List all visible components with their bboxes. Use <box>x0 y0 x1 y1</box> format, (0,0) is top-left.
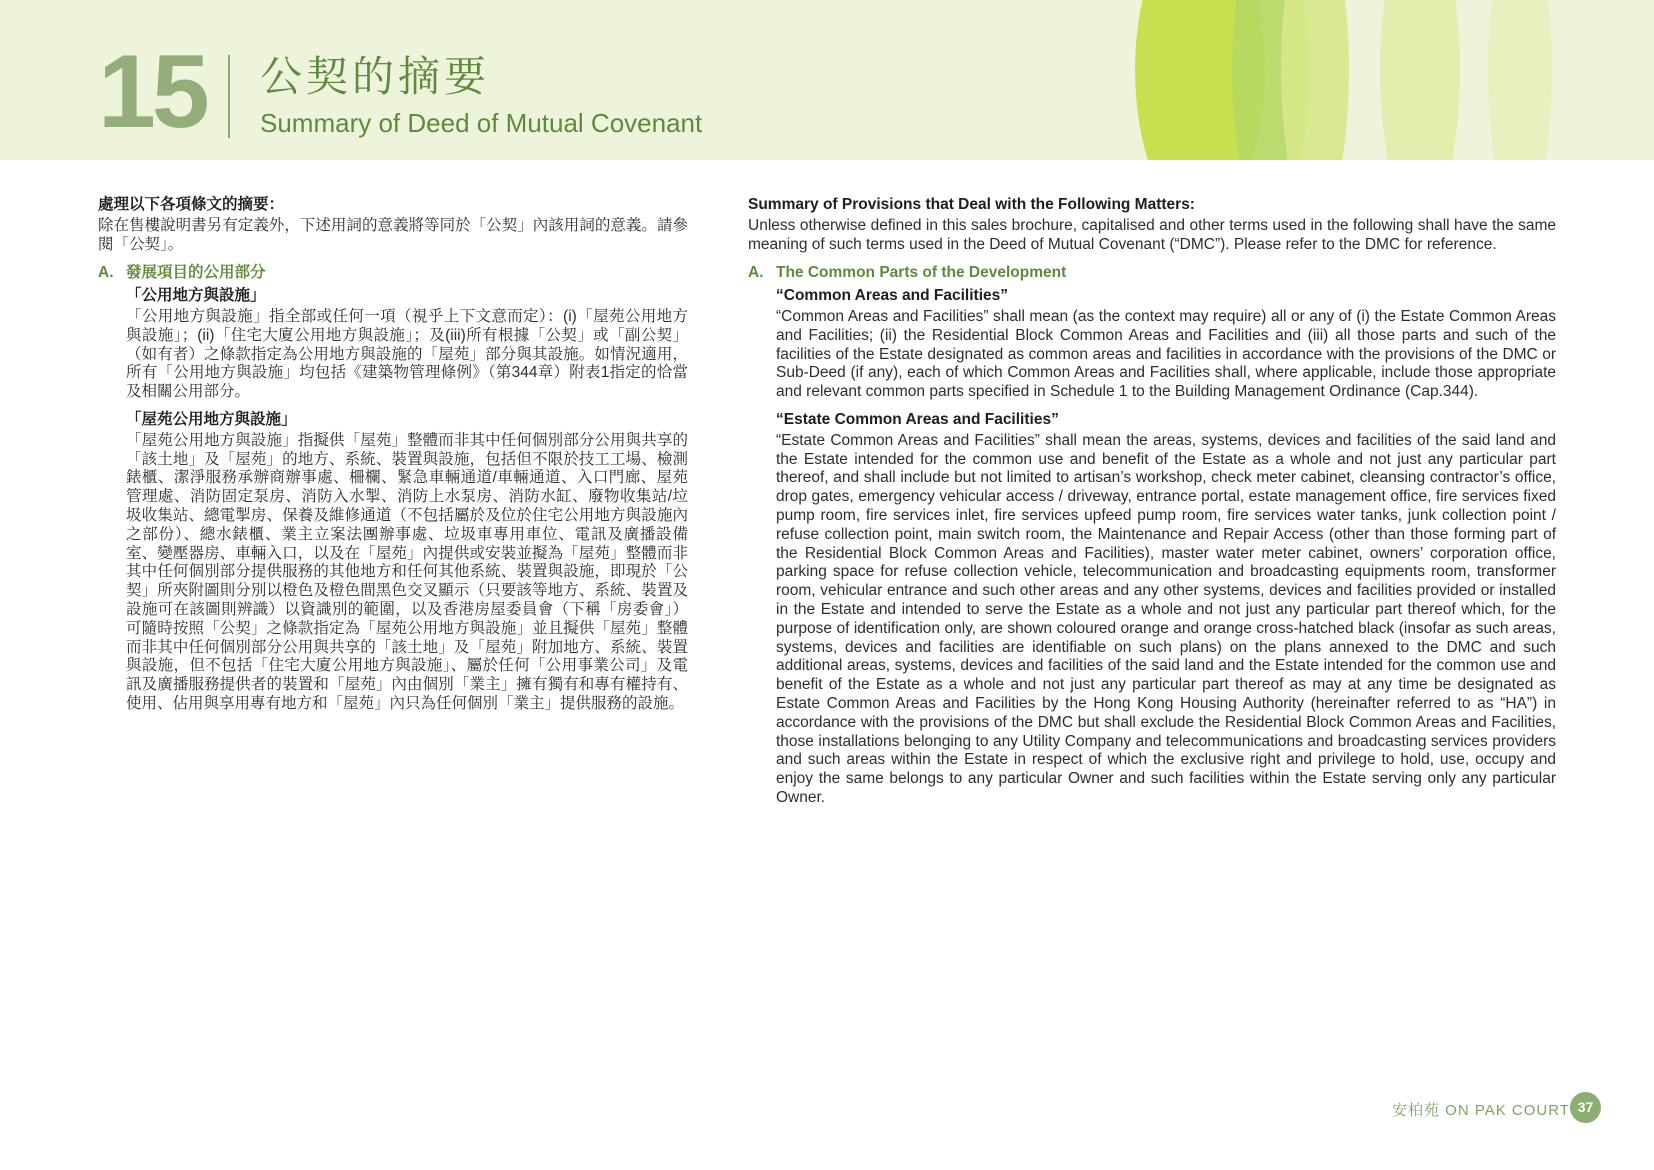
estate-name: 安柏苑 ON PAK COURT <box>1392 1102 1570 1119</box>
page-title-en: Summary of Deed of Mutual Covenant <box>260 108 703 138</box>
section-title: 發展項目的公用部分 <box>126 264 266 282</box>
definition-body: “Common Areas and Facilities” shall mean (as the context may require) all or any of (i) the Estate Common Areas and Facilities; (ii) the Residential Block Common Areas and Facilities and (iii) all those parts and such of the facilities of the Estate designated as common areas and facilities in accordance with the provisions of the DMC or Sub-Deed (if any), each of which Common Areas and Facilities shall, where applicable, include those appropriate and relevant common parts specified in Schedule 1 to the Building Management Ordinance (Cap.344). <box>776 307 1556 401</box>
page-header <box>0 0 1654 160</box>
definition-body: 「公用地方與設施」指全部或任何一項（視乎上下文意而定）：(i)「屋苑公用地方與設施」；(ii)「住宅大廈公用地方與設施」；及(iii)所有根據「公契」或「副公契」（如有者）之條款指定為公用地方與設施的「屋苑」部分與其設施。如情況適用，所有「公用地方與設施」均包括《建築物管理條例》（第344章）附表1指定的恰當及相關公用部分。 <box>126 307 688 401</box>
intro-paragraph-en: Unless otherwise defined in this sales brochure, capitalised and other terms used in the following shall have the same meaning of such terms used in the Deed of Mutual Covenant (“DMC”). Please refer to the DMC for reference. <box>748 216 1556 253</box>
definition-body: 「屋苑公用地方與設施」指擬供「屋苑」整體而非其中任何個別部分公用與共享的「該土地」及「屋苑」的地方、系統、裝置與設施，包括但不限於技工工場、檢測錶櫃、潔淨服務承辦商辦事處、柵欄、緊急車輛通道/車輛通道、入口門廊、屋苑管理處、消防固定泵房、消防入水掣、消防上水泵房、消防水缸、廢物收集站/垃圾收集站、總電掣房、保養及維修通道（不包括屬於及位於住宅公用地方與設施內之部份）、總水錶櫃、業主立案法團辦事處、垃圾車專用車位、電訊及廣播設備室、變壓器房、車輛入口，以及在「屋苑」內提供或安裝並擬為「屋苑」整體而非其中任何個別部分提供服務的其他地方和任何其他系統、裝置與設施，即現於「公契」所夾附圖則分別以橙色及橙色間黑色交叉顯示（只要該等地方、系統、裝置及設施可在該圖則辨識）以資識別的範圍，以及香港房屋委員會（下稱「房委會」）可隨時按照「公契」之條款指定為「屋苑公用地方與設施」並且擬供「屋苑」整體而非其中任何個別部分公用與共享的「該土地」及「屋苑」附加地方、系統、裝置與設施，但不包括「住宅大廈公用地方與設施」、屬於任何「公用事業公司」及電訊及廣播服務提供者的裝置和「屋苑」內由個別「業主」擁有獨有和專有權持有、使用、佔用與享用專有地方和「屋苑」內只為任何個別「業主」提供服務的設施。 <box>126 431 688 712</box>
definition-title: “Common Areas and Facilities” <box>776 287 1008 305</box>
english-column <box>748 196 1556 817</box>
page-number: 37 <box>1570 1092 1601 1123</box>
section-a-heading-en <box>748 264 1556 283</box>
summary-heading-en: Summary of Provisions that Deal with the Following Matters: <box>748 196 1195 213</box>
section-letter: A. <box>98 264 114 282</box>
section-title: The Common Parts of the Development <box>776 264 1067 282</box>
section-letter: A. <box>748 264 764 282</box>
summary-heading-zh: 處理以下各項條文的摘要： <box>98 196 285 213</box>
chapter-number: 15 <box>98 34 206 150</box>
definition-block <box>126 287 688 402</box>
definition-title: “Estate Common Areas and Facilities” <box>776 410 1059 428</box>
definition-title: 「公用地方與設施」 <box>126 287 266 305</box>
chinese-column <box>98 196 688 723</box>
definition-title: 「屋苑公用地方與設施」 <box>126 410 297 428</box>
definition-body: “Estate Common Areas and Facilities” shall mean the areas, systems, devices and facilities of the said land and the Estate intended for the common use and benefit of the Estate as a whole and not just any particular part thereof, and shall include but not limited to artisan’s workshop, check meter cabinet, cleansing contractor’s office, drop gates, emergency vehicular access / driveway, entrance portal, estate management office, fire services fixed pump room, fire services inlet, fire services upfeed pump room, fire services water tanks, junk collection point / refuse collection point, main switch room, the Maintenance and Repair Access (other than those forming part of the Residential Block Common Areas and Facilities), master water meter cabinet, owners’ corporation office, parking space for refuse collection vehicle, telecommunication and broadcasting equipments room, transformer room, vehicular entrance and such other areas and any other systems, devices and facilities provided or installed in the Estate and intended to serve the Estate as a whole and not just any particular part thereof which, for the purpose of identification only, are shown coloured orange and orange cross-hatched black (insofar as such areas, systems, devices and facilities are identifiable on such plans) on the plans annexed to the DMC and such additional areas, systems, devices and facilities of the said land and the Estate intended for the common use and benefit of the Estate as a whole and not just any particular part thereof as may at any time be designated as Estate Common Areas and Facilities by the Hong Kong Housing Authority (hereinafter referred to as “HA”) in accordance with the provisions of the DMC but shall exclude the Residential Block Common Areas and Facilities, those installations belonging to any Utility Company and telecommunications and broadcasting services providers and such areas within the Estate in respect of which the exclusive right and privilege to hold, use, occupy and enjoy the same belongs to any particular Owner and such facilities within the Estate serving only any particular Owner. <box>776 431 1556 806</box>
section-a-heading-zh <box>98 264 688 283</box>
definition-block <box>776 411 1556 808</box>
page-title-zh: 公契的摘要 <box>260 53 491 100</box>
definition-block <box>776 287 1556 402</box>
definition-block <box>126 411 688 714</box>
intro-paragraph-zh: 除在售樓說明書另有定義外，下述用詞的意義將等同於「公契」內該用詞的意義。請參閱「公契」。 <box>98 216 688 253</box>
leaf-decoration <box>1120 0 1654 160</box>
header-divider <box>228 55 230 138</box>
